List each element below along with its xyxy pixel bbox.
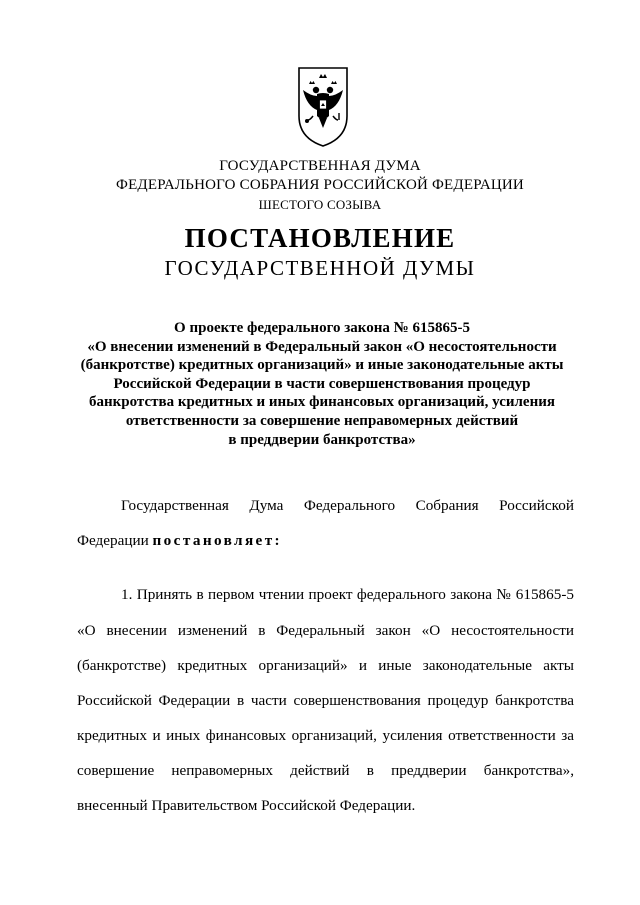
subject-line: банкротства кредитных и иных финансовых организаций, усиления: [88, 394, 555, 411]
preamble-line-1: Государственная Дума Федерального Собрания Российской: [121, 497, 574, 514]
resolution-line: кредитных и иных финансовых организаций, усиления ответственности за: [77, 727, 574, 744]
resolution-line: (банкротстве) кредитных организаций» и иные законодательные акты: [77, 657, 574, 674]
subject-line: Российской Федерации в части совершенствования процедур: [113, 375, 531, 392]
subject-line: «О внесении изменений в Федеральный закон «О несостоятельности: [87, 338, 557, 355]
org-name-line-2: ФЕДЕРАЛЬНОГО СОБРАНИЯ РОССИЙСКОЙ ФЕДЕРАЦИИ: [116, 177, 524, 193]
resolution-line: Российской Федерации в части совершенствования процедур банкротства: [77, 692, 574, 709]
preamble-line-2: [77, 532, 574, 550]
resolution-line: совершение неправомерных действий в преддверии банкротства»,: [77, 762, 574, 779]
resolution-line: внесенный Правительством Российской Федерации.: [77, 797, 416, 814]
document-issuer: ГОСУДАРСТВЕННОЙ ДУМЫ: [164, 256, 476, 280]
preamble-verb: постановляет:: [152, 532, 283, 549]
subject-line: (банкротстве) кредитных организаций» и иные законодательные акты: [80, 357, 564, 374]
subject-line: в преддверии банкротства»: [228, 431, 416, 448]
resolution-line: 1. Принять в первом чтении проект федерального закона № 615865-5: [121, 586, 574, 603]
convocation: ШЕСТОГО СОЗЫВА: [258, 197, 382, 212]
russian-coat-of-arms-icon: [297, 66, 349, 148]
subject-line: ответственности за совершение неправомерных действий: [125, 412, 519, 429]
subject-line: О проекте федерального закона № 615865-5: [174, 320, 470, 336]
org-name-line-1: ГОСУДАРСТВЕННАЯ ДУМА: [219, 158, 421, 174]
preamble-text: Федерации: [77, 532, 153, 549]
document-type: ПОСТАНОВЛЕНИЕ: [184, 223, 456, 253]
document-subject: [70, 319, 574, 449]
resolution-line: «О внесении изменений в Федеральный закон «О несостоятельности: [77, 622, 574, 639]
